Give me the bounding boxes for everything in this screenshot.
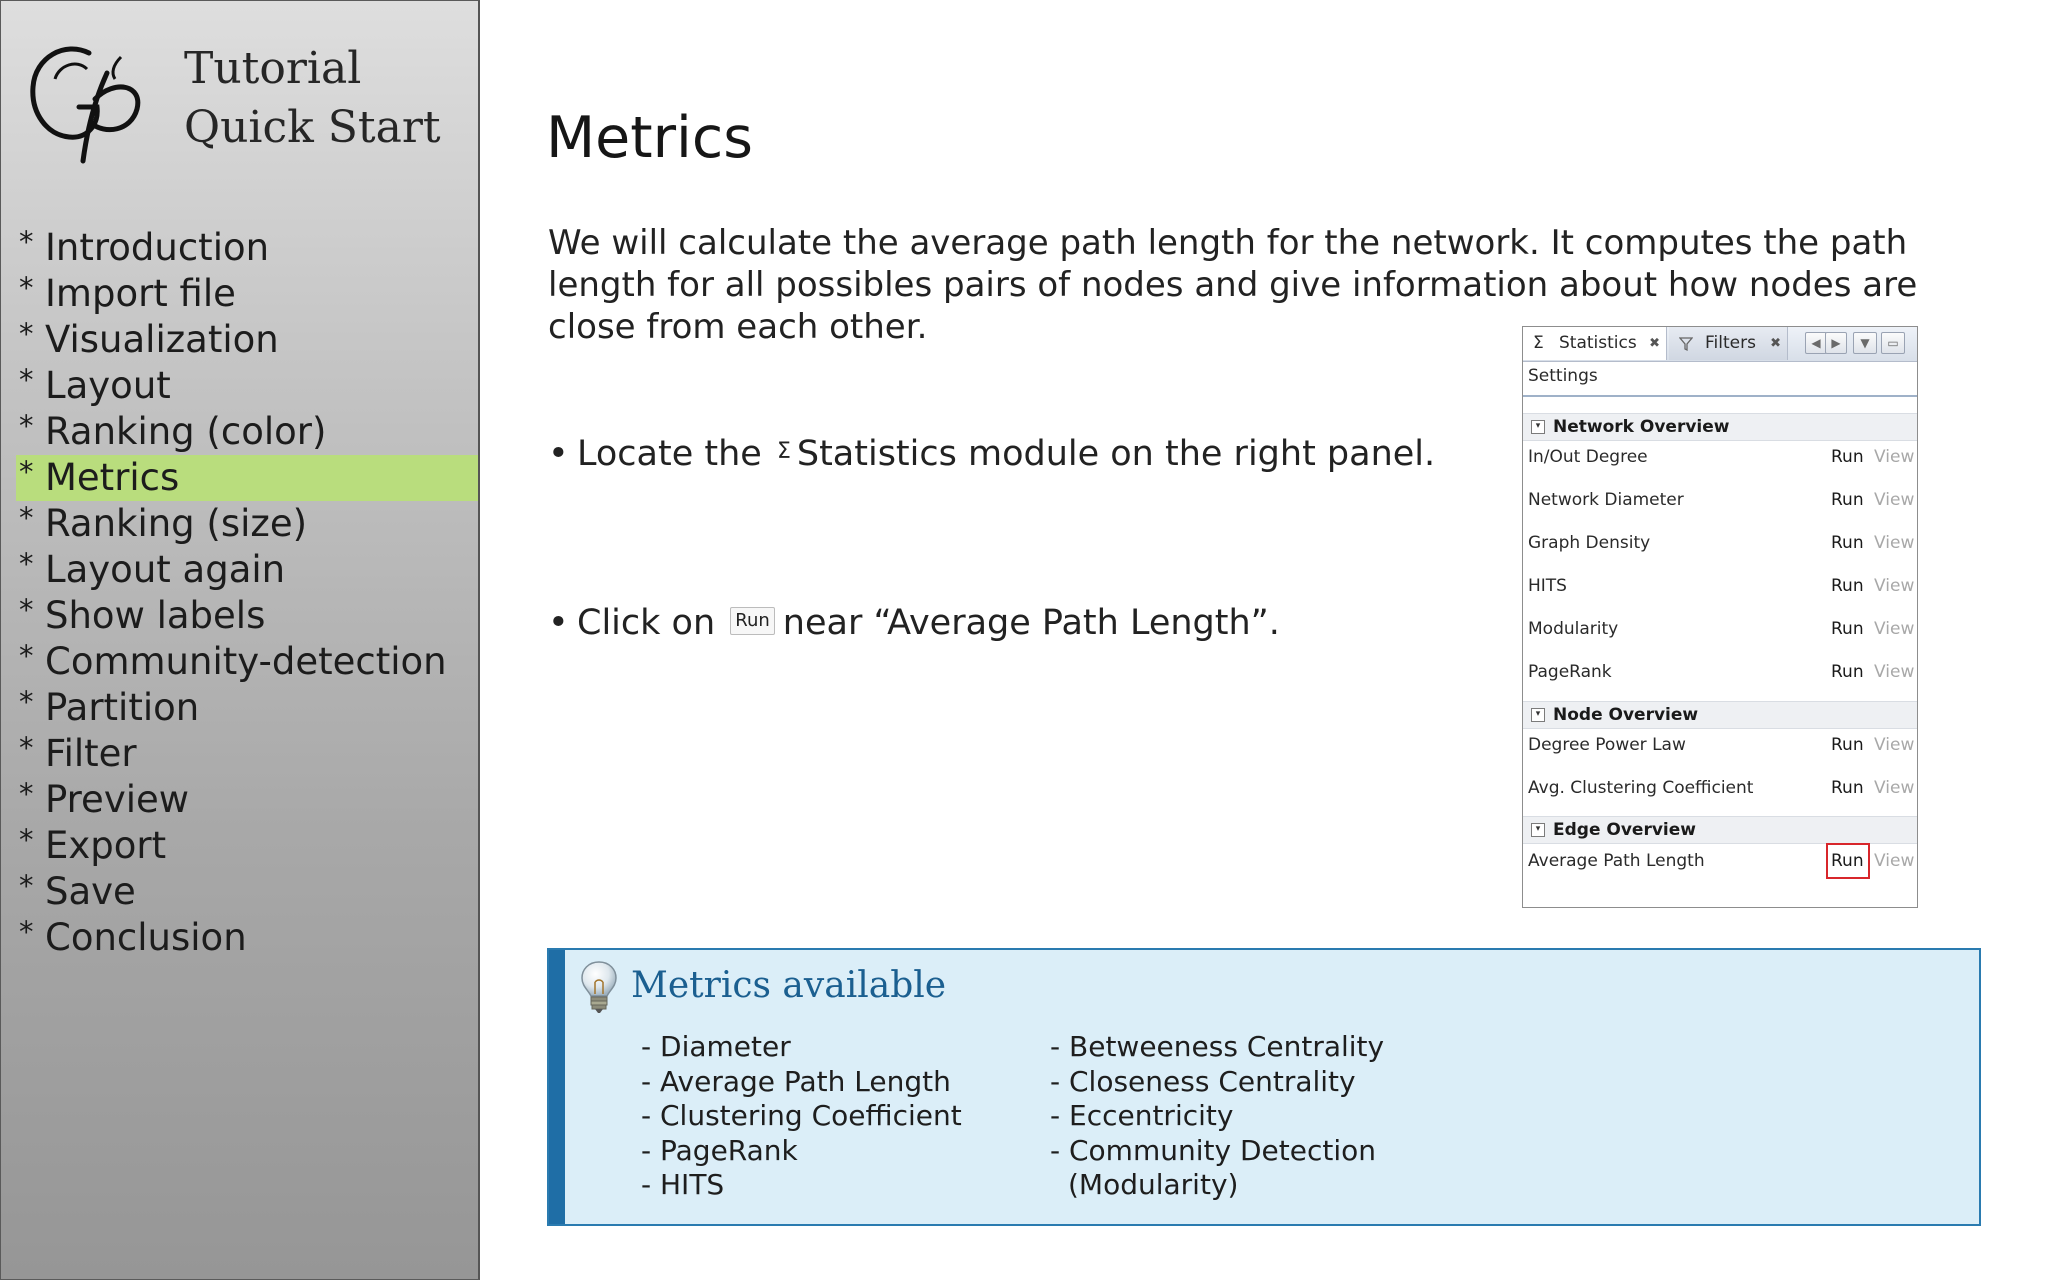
- nav-bullet: *: [19, 915, 34, 949]
- nav-item-label: Ranking (size): [45, 502, 308, 545]
- metric-name: Degree Power Law: [1528, 735, 1686, 755]
- brand-title: [184, 39, 441, 157]
- nav-item-label: Community-detection: [45, 640, 447, 683]
- nav-bullet: *: [19, 685, 34, 719]
- nav-item-label: Layout: [45, 364, 171, 407]
- collapse-toggle-icon[interactable]: ▾: [1531, 420, 1545, 434]
- nav-bullet: *: [19, 317, 34, 351]
- nav-bullet: *: [19, 869, 34, 903]
- nav-item-metrics[interactable]: [16, 455, 478, 501]
- list-item: - Average Path Length: [641, 1064, 951, 1098]
- metric-name: In/Out Degree: [1528, 447, 1648, 467]
- nav-item-ranking-color[interactable]: [1, 409, 478, 455]
- run-button[interactable]: Run: [1831, 447, 1864, 467]
- sigma-icon: Σ: [776, 439, 791, 464]
- nav-bullet: *: [19, 409, 34, 443]
- nav-item-label: Show labels: [45, 594, 266, 637]
- metric-name: Average Path Length: [1528, 851, 1705, 871]
- nav-item-label: Save: [45, 870, 136, 913]
- metric-row-in-out-degree: [1523, 444, 1917, 474]
- nav-item-filter[interactable]: [1, 731, 478, 777]
- nav-bullet: *: [19, 455, 34, 489]
- section-title: Edge Overview: [1553, 820, 1696, 840]
- nav-item-community-detection[interactable]: [1, 639, 478, 685]
- nav-bullet: *: [19, 731, 34, 765]
- scroll-right-icon[interactable]: ▶: [1825, 332, 1847, 354]
- brand-line-2: Quick Start: [184, 102, 441, 153]
- nav-item-label: Ranking (color): [45, 410, 327, 453]
- nav-item-preview[interactable]: [1, 777, 478, 823]
- section-title: Node Overview: [1553, 705, 1699, 725]
- bullet-dot: •: [548, 603, 569, 643]
- metric-row-average-path-length: [1523, 848, 1917, 878]
- panel-tab-bar: [1523, 327, 1917, 362]
- lightbulb-icon: [579, 960, 619, 1014]
- run-button[interactable]: Run: [1831, 662, 1864, 682]
- nav-item-export[interactable]: [1, 823, 478, 869]
- statistics-panel: [1522, 326, 1918, 908]
- section-network-overview[interactable]: [1523, 413, 1917, 441]
- run-button[interactable]: Run: [1831, 619, 1864, 639]
- nav-bullet: *: [19, 777, 34, 811]
- run-button-illustration: Run: [730, 607, 775, 635]
- nav-item-label: Conclusion: [45, 916, 247, 959]
- tab-statistics[interactable]: [1523, 327, 1667, 360]
- metric-row-network-diameter: [1523, 487, 1917, 517]
- section-edge-overview[interactable]: [1523, 816, 1917, 844]
- nav-item-label: Import file: [45, 272, 236, 315]
- instruction-text: Statistics module on the right panel.: [796, 434, 1436, 474]
- nav-item-layout-again[interactable]: [1, 547, 478, 593]
- nav-item-label: Preview: [45, 778, 190, 821]
- nav-list: [1, 225, 478, 961]
- chevron-down-icon[interactable]: ▼: [1853, 332, 1877, 354]
- close-icon[interactable]: ✖: [1649, 336, 1660, 351]
- close-icon[interactable]: ✖: [1770, 336, 1781, 351]
- list-item: - Clustering Coefficient: [641, 1099, 962, 1132]
- metric-name: Avg. Clustering Coefficient: [1528, 778, 1754, 798]
- bullet-dot: •: [548, 434, 569, 474]
- metric-name: Graph Density: [1528, 533, 1651, 553]
- nav-item-partition[interactable]: [1, 685, 478, 731]
- intro-paragraph: We will calculate the average path length for the network. It computes the path length for all possibles pairs of nodes and give information about how nodes are close from each other.: [548, 223, 1918, 347]
- list-item: - Betweeness Centrality: [1050, 1030, 1385, 1063]
- nav-bullet: *: [19, 225, 34, 259]
- run-button[interactable]: Run: [1831, 533, 1864, 553]
- nav-bullet: *: [19, 547, 34, 581]
- nav-item-label: Visualization: [45, 318, 279, 361]
- settings-link[interactable]: Settings: [1528, 366, 1598, 386]
- info-accent-bar: [549, 950, 565, 1224]
- metrics-available-box: [547, 948, 1981, 1226]
- metric-row-graph-density: [1523, 530, 1917, 560]
- section-title: Network Overview: [1553, 417, 1730, 437]
- tab-label: Filters: [1705, 333, 1756, 353]
- nav-item-show-labels[interactable]: [1, 593, 478, 639]
- instruction-text: Click on: [577, 603, 716, 643]
- collapse-toggle-icon[interactable]: ▾: [1531, 823, 1545, 837]
- list-item: - Diameter: [641, 1030, 791, 1063]
- sidebar: [0, 0, 480, 1280]
- nav-item-label: Partition: [45, 686, 200, 729]
- instruction-text: Locate the: [577, 434, 762, 474]
- collapse-toggle-icon[interactable]: ▾: [1531, 708, 1545, 722]
- nav-item-conclusion[interactable]: [1, 915, 478, 961]
- page-title: Metrics: [546, 105, 753, 171]
- nav-item-label: Introduction: [45, 226, 270, 269]
- view-button: View: [1874, 447, 1915, 467]
- nav-bullet: *: [19, 271, 34, 305]
- nav-item-introduction[interactable]: [1, 225, 478, 271]
- brand-line-1: Tutorial: [184, 43, 362, 94]
- list-item: - PageRank: [641, 1133, 798, 1167]
- view-button: View: [1874, 490, 1915, 510]
- metric-row-pagerank: [1523, 659, 1917, 689]
- metrics-list-left: [641, 1030, 962, 1203]
- list-item: - Community Detection: [1050, 1133, 1376, 1167]
- nav-bullet: *: [19, 593, 34, 627]
- nav-item-label: Filter: [45, 732, 137, 775]
- nav-bullet: *: [19, 823, 34, 857]
- metric-row-degree-power-law: [1523, 732, 1917, 762]
- metric-row-hits: [1523, 573, 1917, 603]
- view-button: View: [1874, 851, 1915, 871]
- nav-item-label: Metrics: [45, 456, 180, 499]
- view-button: View: [1874, 778, 1915, 798]
- nav-bullet: *: [19, 639, 34, 673]
- metric-name: Network Diameter: [1528, 490, 1684, 510]
- list-item: - HITS: [641, 1168, 725, 1201]
- sigma-icon: Σ: [1533, 333, 1544, 353]
- run-button[interactable]: Run: [1831, 576, 1864, 596]
- nav-item-layout[interactable]: [1, 363, 478, 409]
- view-button: View: [1874, 735, 1915, 755]
- run-button-average-path-length[interactable]: Run: [1831, 851, 1864, 871]
- gephi-logo: [25, 39, 153, 167]
- nav-item-save[interactable]: [1, 869, 478, 915]
- maximize-icon[interactable]: ▭: [1881, 332, 1905, 354]
- view-button: View: [1874, 533, 1915, 553]
- nav-item-import-file[interactable]: [1, 271, 478, 317]
- tab-label: Statistics: [1559, 333, 1637, 353]
- instruction-click-run: [548, 601, 1280, 645]
- nav-item-ranking-size[interactable]: [1, 501, 478, 547]
- tab-filters[interactable]: [1669, 327, 1788, 360]
- scroll-left-icon[interactable]: ◀: [1805, 332, 1827, 354]
- nav-bullet: *: [19, 363, 34, 397]
- list-item: - Closeness Centrality: [1050, 1064, 1356, 1098]
- view-button: View: [1874, 662, 1915, 682]
- run-button[interactable]: Run: [1831, 735, 1864, 755]
- run-button[interactable]: Run: [1831, 778, 1864, 798]
- section-node-overview[interactable]: [1523, 701, 1917, 729]
- nav-item-visualization[interactable]: [1, 317, 478, 363]
- run-button[interactable]: Run: [1831, 490, 1864, 510]
- nav-item-label: Layout again: [45, 548, 286, 591]
- view-button: View: [1874, 576, 1915, 596]
- instruction-text: near “Average Path Length”.: [782, 603, 1280, 643]
- metric-name: HITS: [1528, 576, 1567, 596]
- funnel-icon: [1679, 336, 1693, 352]
- instruction-locate-statistics: [548, 432, 1435, 477]
- list-item: (Modularity): [1068, 1168, 1239, 1201]
- metric-row-avg-clustering-coefficient: [1523, 775, 1917, 805]
- nav-item-label: Export: [45, 824, 167, 867]
- divider: [1523, 395, 1917, 397]
- view-button: View: [1874, 619, 1915, 639]
- list-item: - Eccentricity: [1050, 1099, 1234, 1132]
- metric-row-modularity: [1523, 616, 1917, 646]
- metric-name: Modularity: [1528, 619, 1619, 639]
- nav-bullet: *: [19, 501, 34, 535]
- info-title: Metrics available: [631, 965, 947, 1006]
- metric-name: PageRank: [1528, 662, 1612, 682]
- metrics-list-right: [1050, 1030, 1384, 1203]
